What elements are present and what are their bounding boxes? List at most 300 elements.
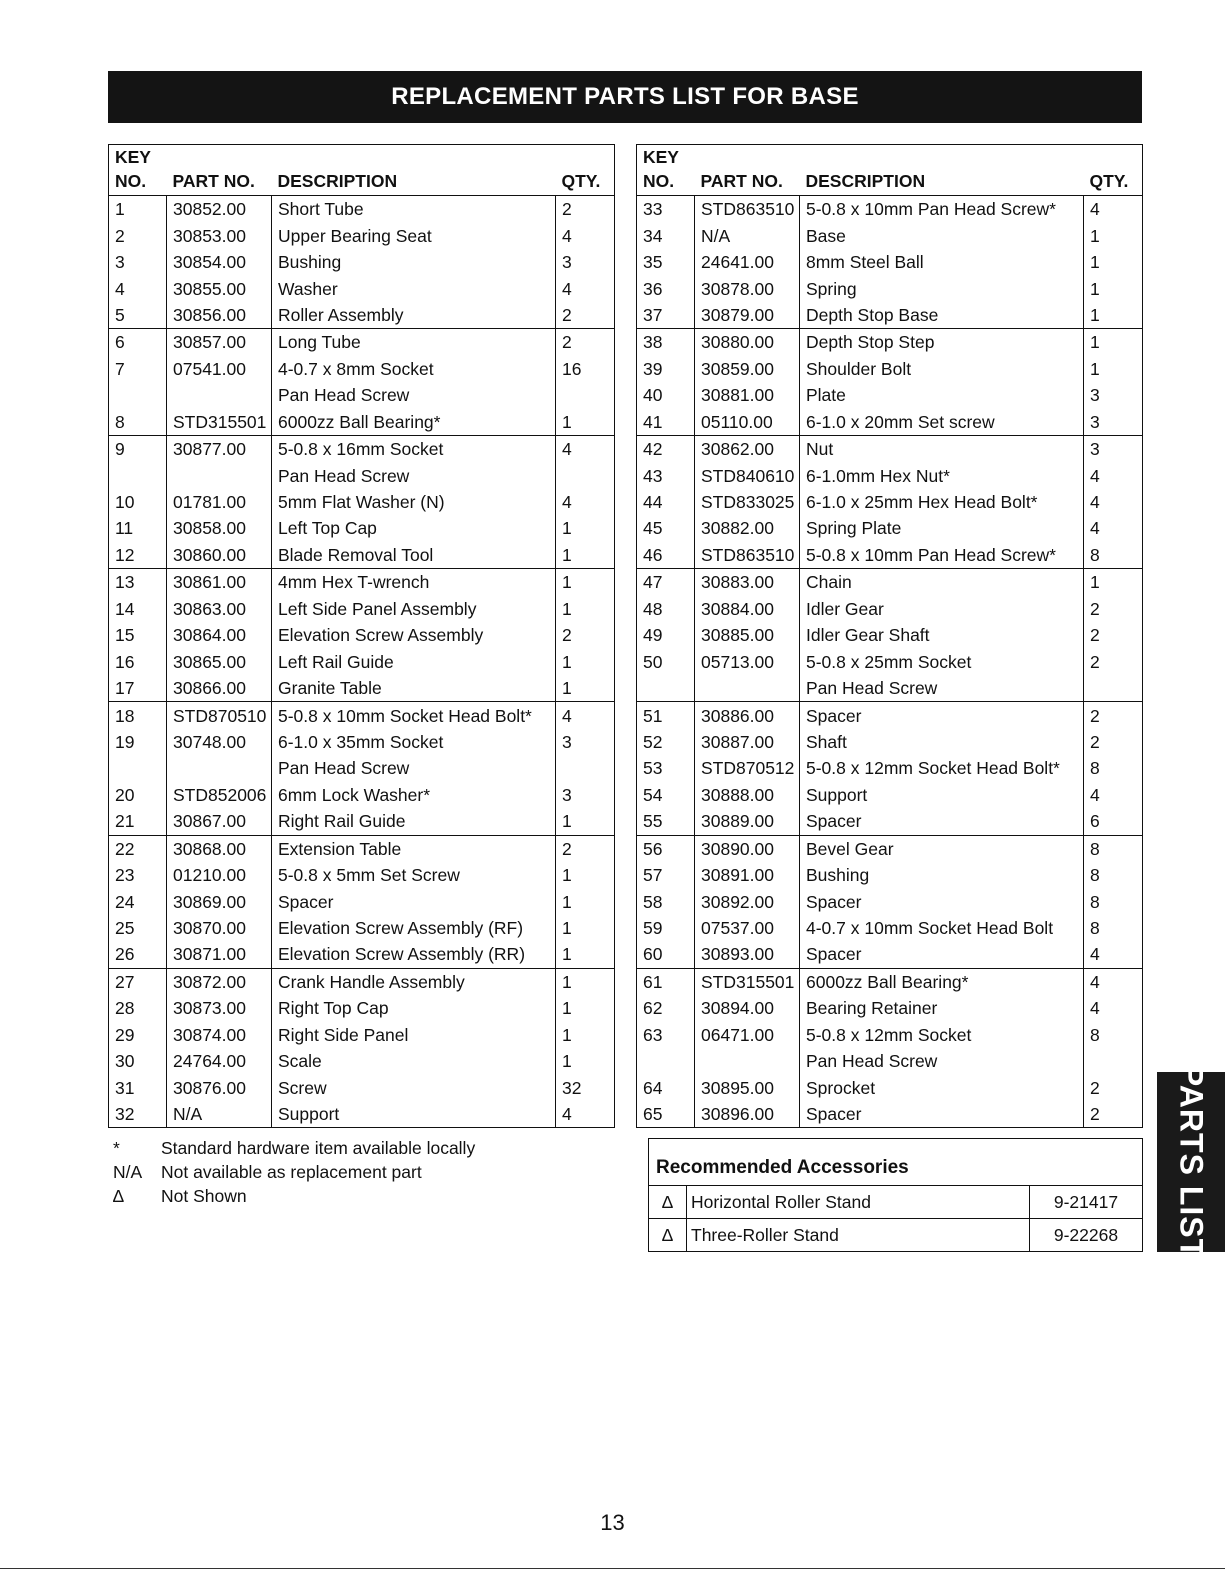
key-no-header xyxy=(637,145,695,196)
legend-text: Not available as replacement part xyxy=(161,1162,422,1182)
description-cell: 5-0.8 x 12mm Socket xyxy=(800,1022,1084,1048)
accessories-title: Recommended Accessories xyxy=(649,1139,1142,1186)
qty-cell: 1 xyxy=(556,888,615,914)
parts-rows-left xyxy=(109,196,615,1128)
table-row xyxy=(637,1101,1143,1128)
key-no-cell: 14 xyxy=(115,598,135,619)
part-no-cell: 30852.00 xyxy=(167,196,272,223)
description-cell: Left Top Cap xyxy=(272,515,556,541)
qty-cell: 2 xyxy=(556,622,615,648)
no-label: NO. xyxy=(115,171,147,191)
qty-cell: 6 xyxy=(1084,808,1143,835)
key-no-cell: 30 xyxy=(115,1051,135,1072)
key-no-cell: 31 xyxy=(115,1077,135,1098)
description-cell: 4-0.7 x 10mm Socket Head Bolt xyxy=(800,915,1084,941)
part-no-cell: 30891.00 xyxy=(695,862,800,888)
description-cell: 4-0.7 x 8mm Socket xyxy=(272,356,556,382)
key-no-cell: 51 xyxy=(643,705,663,726)
part-no-cell: STD863510 xyxy=(695,196,800,223)
part-no-cell xyxy=(167,382,272,408)
qty-cell: 8 xyxy=(1084,835,1143,862)
key-no-cell: 18 xyxy=(115,705,135,726)
part-no-cell: 30870.00 xyxy=(167,915,272,941)
qty-cell: 1 xyxy=(1084,329,1143,356)
part-no-cell: 05713.00 xyxy=(695,648,800,674)
qty-cell: 2 xyxy=(1084,1074,1143,1100)
part-no-cell: 30895.00 xyxy=(695,1074,800,1100)
description-cell: 5-0.8 x 10mm Pan Head Screw* xyxy=(800,196,1084,223)
table-row xyxy=(637,862,1143,888)
part-no-cell: 30868.00 xyxy=(167,835,272,862)
description-cell: 6000zz Ball Bearing* xyxy=(272,409,556,436)
table-row xyxy=(109,489,615,515)
key-no-cell: 53 xyxy=(643,758,663,779)
qty-cell: 1 xyxy=(556,808,615,835)
description-cell: Support xyxy=(272,1101,556,1128)
qty-cell: 2 xyxy=(1084,622,1143,648)
key-no-cell: 1 xyxy=(115,199,125,220)
table-row xyxy=(637,675,1143,702)
part-no-cell: N/A xyxy=(695,222,800,248)
key-no-cell: 19 xyxy=(115,731,135,752)
part-no-cell: 30881.00 xyxy=(695,382,800,408)
key-no-cell: 46 xyxy=(637,542,695,569)
qty-cell: 1 xyxy=(556,569,615,596)
part-no-cell: 30892.00 xyxy=(695,888,800,914)
parts-rows-right xyxy=(637,196,1143,1128)
part-no-cell: 30872.00 xyxy=(167,968,272,995)
part-no-cell: 30854.00 xyxy=(167,249,272,275)
key-no-cell: 55 xyxy=(637,808,695,835)
part-no-cell: 01210.00 xyxy=(167,862,272,888)
qty-cell: 4 xyxy=(556,489,615,515)
qty-cell: 2 xyxy=(556,329,615,356)
qty-cell: 1 xyxy=(1084,356,1143,382)
description-cell: 5-0.8 x 10mm Pan Head Screw* xyxy=(800,542,1084,569)
table-row xyxy=(109,702,615,729)
key-no-cell: 44 xyxy=(643,492,663,513)
key-no-cell: 65 xyxy=(643,1104,663,1125)
key-no-cell: 2 xyxy=(115,225,125,246)
key-no-cell: 17 xyxy=(109,675,167,702)
table-row xyxy=(109,329,615,356)
key-no-cell: 38 xyxy=(643,332,663,353)
table-row xyxy=(109,888,615,914)
part-no-cell: 30866.00 xyxy=(167,675,272,702)
qty-cell: 2 xyxy=(1084,648,1143,674)
part-no-cell: 07537.00 xyxy=(695,915,800,941)
part-no-cell: 30865.00 xyxy=(167,648,272,674)
key-no-cell: 64 xyxy=(643,1077,663,1098)
description-cell: Depth Stop Step xyxy=(800,329,1084,356)
table-row xyxy=(637,515,1143,541)
table-row xyxy=(637,462,1143,488)
key-no-cell xyxy=(637,675,695,702)
recommended-accessories xyxy=(648,1138,1143,1252)
description-cell: Nut xyxy=(800,435,1084,462)
key-no-cell: 7 xyxy=(115,358,125,379)
accessory-name: Three-Roller Stand xyxy=(687,1219,1030,1251)
qty-cell: 2 xyxy=(556,835,615,862)
key-no-cell: 6 xyxy=(115,332,125,353)
table-row xyxy=(637,196,1143,223)
qty-cell: 1 xyxy=(1084,302,1143,329)
part-no-cell: 30886.00 xyxy=(695,702,800,729)
table-row xyxy=(109,462,615,488)
description-cell: Spacer xyxy=(800,1101,1084,1128)
description-cell: Pan Head Screw xyxy=(272,462,556,488)
key-no-cell: 63 xyxy=(643,1024,663,1045)
table-row xyxy=(637,222,1143,248)
qty-cell: 8 xyxy=(1084,915,1143,941)
description-cell: Blade Removal Tool xyxy=(272,542,556,569)
description-header: DESCRIPTION xyxy=(800,145,1084,196)
description-cell: Shaft xyxy=(800,729,1084,755)
table-row xyxy=(109,648,615,674)
part-no-cell: 30860.00 xyxy=(167,542,272,569)
key-no-cell: 41 xyxy=(637,409,695,436)
table-row xyxy=(109,808,615,835)
table-row xyxy=(109,1048,615,1074)
table-row xyxy=(109,915,615,941)
table-row xyxy=(109,515,615,541)
table-row xyxy=(109,435,615,462)
qty-cell: 8 xyxy=(1084,1022,1143,1048)
qty-cell: 4 xyxy=(1084,995,1143,1021)
part-no-cell: 30856.00 xyxy=(167,302,272,329)
qty-cell: 4 xyxy=(1084,489,1143,515)
part-no-cell: 05110.00 xyxy=(695,409,800,436)
part-no-cell: 24641.00 xyxy=(695,249,800,275)
bottom-rule xyxy=(0,1568,1225,1569)
key-no-cell: 28 xyxy=(115,998,135,1019)
not-shown-symbol: ∆ xyxy=(649,1186,687,1218)
part-no-cell: 30876.00 xyxy=(167,1074,272,1100)
table-row xyxy=(109,409,615,436)
key-no-cell xyxy=(109,462,167,488)
table-row xyxy=(637,782,1143,808)
table-row xyxy=(109,275,615,301)
parts-table-left xyxy=(108,144,615,1128)
key-no-cell: 16 xyxy=(115,651,135,672)
part-no-cell: N/A xyxy=(167,1101,272,1128)
key-no-cell: 13 xyxy=(115,572,135,593)
part-no-header: PART NO. xyxy=(167,145,272,196)
legend xyxy=(113,1136,475,1208)
key-no-cell: 26 xyxy=(109,941,167,968)
qty-cell: 2 xyxy=(556,196,615,223)
table-row xyxy=(637,302,1143,329)
table-row xyxy=(637,835,1143,862)
table-row xyxy=(109,968,615,995)
description-cell: 6-1.0mm Hex Nut* xyxy=(800,462,1084,488)
table-row xyxy=(637,915,1143,941)
key-no-cell: 4 xyxy=(115,278,125,299)
qty-cell: 1 xyxy=(556,862,615,888)
table-row xyxy=(109,382,615,408)
part-no-cell: 30889.00 xyxy=(695,808,800,835)
key-no-cell: 37 xyxy=(637,302,695,329)
accessory-row xyxy=(649,1218,1142,1251)
table-row xyxy=(109,1022,615,1048)
table-row xyxy=(109,941,615,968)
qty-cell: 4 xyxy=(556,702,615,729)
table-row xyxy=(109,249,615,275)
qty-cell: 1 xyxy=(556,515,615,541)
key-label: KEY xyxy=(643,147,679,167)
table-row xyxy=(637,1074,1143,1100)
part-no-cell: 30869.00 xyxy=(167,888,272,914)
part-no-cell: 07541.00 xyxy=(167,356,272,382)
table-row xyxy=(109,835,615,862)
key-no-cell: 49 xyxy=(643,625,663,646)
key-no-cell: 23 xyxy=(115,865,135,886)
part-no-cell: 06471.00 xyxy=(695,1022,800,1048)
description-cell: 5-0.8 x 5mm Set Screw xyxy=(272,862,556,888)
description-cell: Spring Plate xyxy=(800,515,1084,541)
key-no-cell xyxy=(109,382,167,408)
description-cell: Spacer xyxy=(800,888,1084,914)
key-no-cell xyxy=(637,1048,695,1074)
table-row xyxy=(637,275,1143,301)
table-header xyxy=(109,145,615,196)
table-row xyxy=(109,196,615,223)
qty-cell: 3 xyxy=(556,782,615,808)
part-no-cell xyxy=(695,1048,800,1074)
key-no-cell: 50 xyxy=(643,651,663,672)
qty-cell: 1 xyxy=(1084,222,1143,248)
qty-cell: 1 xyxy=(556,968,615,995)
key-no-cell: 29 xyxy=(115,1024,135,1045)
part-no-cell: 30855.00 xyxy=(167,275,272,301)
table-row xyxy=(637,382,1143,408)
description-cell: 5-0.8 x 25mm Socket xyxy=(800,648,1084,674)
key-no-cell: 56 xyxy=(643,838,663,859)
accessory-part-no: 9-22268 xyxy=(1053,1225,1119,1245)
table-row xyxy=(637,729,1143,755)
table-row xyxy=(637,702,1143,729)
qty-cell: 1 xyxy=(556,542,615,569)
description-cell: Pan Head Screw xyxy=(800,675,1084,702)
part-no-cell: 30877.00 xyxy=(167,435,272,462)
description-cell: Bushing xyxy=(272,249,556,275)
qty-cell: 4 xyxy=(556,222,615,248)
description-cell: Short Tube xyxy=(272,196,556,223)
qty-header: QTY. xyxy=(556,145,615,196)
key-no-cell xyxy=(109,755,167,781)
qty-cell: 3 xyxy=(1084,382,1143,408)
key-no-cell: 24 xyxy=(115,891,135,912)
qty-cell: 3 xyxy=(1084,409,1143,436)
description-cell: Pan Head Screw xyxy=(272,755,556,781)
part-no-cell: 30888.00 xyxy=(695,782,800,808)
table-row xyxy=(637,1022,1143,1048)
description-cell: Bevel Gear xyxy=(800,835,1084,862)
qty-cell: 4 xyxy=(1084,462,1143,488)
table-header xyxy=(637,145,1143,196)
table-row xyxy=(637,941,1143,968)
table-row xyxy=(109,1101,615,1128)
key-no-cell: 57 xyxy=(643,865,663,886)
description-cell: Plate xyxy=(800,382,1084,408)
table-row xyxy=(109,302,615,329)
table-row xyxy=(637,409,1143,436)
key-no-cell: 21 xyxy=(109,808,167,835)
part-no-cell: STD870512 xyxy=(695,755,800,781)
table-row xyxy=(109,569,615,596)
key-no-cell: 34 xyxy=(643,225,663,246)
description-cell: 5mm Flat Washer (N) xyxy=(272,489,556,515)
description-cell: Spacer xyxy=(800,702,1084,729)
page-title: REPLACEMENT PARTS LIST FOR BASE xyxy=(108,71,1142,123)
description-cell: Left Side Panel Assembly xyxy=(272,596,556,622)
key-no-header xyxy=(109,145,167,196)
key-no-cell: 22 xyxy=(115,838,135,859)
table-row xyxy=(637,356,1143,382)
table-row xyxy=(637,968,1143,995)
part-no-cell: 30867.00 xyxy=(167,808,272,835)
part-no-cell: 30861.00 xyxy=(167,569,272,596)
table-row xyxy=(637,489,1143,515)
part-no-cell: 30858.00 xyxy=(167,515,272,541)
qty-cell: 2 xyxy=(1084,1101,1143,1128)
no-label: NO. xyxy=(643,171,675,191)
part-no-cell: 30862.00 xyxy=(695,435,800,462)
qty-header: QTY. xyxy=(1084,145,1143,196)
key-no-cell: 61 xyxy=(643,971,663,992)
part-no-cell: 30879.00 xyxy=(695,302,800,329)
table-row xyxy=(637,995,1143,1021)
description-cell: Support xyxy=(800,782,1084,808)
description-cell: Idler Gear xyxy=(800,596,1084,622)
key-no-cell: 43 xyxy=(643,465,663,486)
qty-cell: 4 xyxy=(1084,782,1143,808)
part-no-cell: 30873.00 xyxy=(167,995,272,1021)
qty-cell: 2 xyxy=(1084,702,1143,729)
key-no-cell: 45 xyxy=(643,518,663,539)
qty-cell: 1 xyxy=(556,1048,615,1074)
part-no-cell: STD863510 xyxy=(695,542,800,569)
part-no-cell: STD315501 xyxy=(167,409,272,436)
table-row xyxy=(109,995,615,1021)
qty-cell: 3 xyxy=(556,729,615,755)
key-no-cell: 11 xyxy=(115,518,134,539)
qty-cell: 8 xyxy=(1084,862,1143,888)
qty-cell: 16 xyxy=(556,356,615,382)
table-row xyxy=(109,596,615,622)
parts-table-right xyxy=(636,144,1143,1128)
page-number: 13 xyxy=(600,1510,625,1535)
qty-cell xyxy=(1084,1048,1143,1074)
qty-cell: 4 xyxy=(556,435,615,462)
qty-cell: 2 xyxy=(1084,729,1143,755)
qty-cell: 4 xyxy=(556,1101,615,1128)
qty-cell: 8 xyxy=(1084,542,1143,569)
description-cell: Sprocket xyxy=(800,1074,1084,1100)
qty-cell: 1 xyxy=(1084,275,1143,301)
table-row xyxy=(637,888,1143,914)
description-cell: Elevation Screw Assembly (RR) xyxy=(272,941,556,968)
description-cell: Right Side Panel xyxy=(272,1022,556,1048)
accessory-part-no: 9-21417 xyxy=(1053,1192,1119,1212)
part-no-cell: 30748.00 xyxy=(167,729,272,755)
description-cell: Crank Handle Assembly xyxy=(272,968,556,995)
table-row xyxy=(109,782,615,808)
description-cell: 6-1.0 x 20mm Set screw xyxy=(800,409,1084,436)
qty-cell xyxy=(556,382,615,408)
table-row xyxy=(109,542,615,569)
legend-symbol: ∆ xyxy=(113,1186,124,1206)
description-cell: Spacer xyxy=(800,808,1084,835)
qty-cell: 4 xyxy=(1084,968,1143,995)
table-row xyxy=(109,1074,615,1100)
description-cell: Spring xyxy=(800,275,1084,301)
part-no-cell: 30864.00 xyxy=(167,622,272,648)
side-tab-label: PARTS LIST xyxy=(1173,1064,1210,1260)
description-cell: Chain xyxy=(800,569,1084,596)
qty-cell: 32 xyxy=(556,1074,615,1100)
not-shown-symbol: ∆ xyxy=(649,1219,687,1251)
table-row xyxy=(109,862,615,888)
part-no-cell: STD870510 xyxy=(167,702,272,729)
table-row xyxy=(109,755,615,781)
description-cell: Right Top Cap xyxy=(272,995,556,1021)
qty-cell: 4 xyxy=(556,275,615,301)
key-no-cell: 10 xyxy=(115,492,135,513)
key-no-cell: 25 xyxy=(115,918,135,939)
key-no-cell: 15 xyxy=(115,625,135,646)
description-cell: Idler Gear Shaft xyxy=(800,622,1084,648)
qty-cell: 4 xyxy=(1084,941,1143,968)
qty-cell: 1 xyxy=(556,1022,615,1048)
description-cell: 5-0.8 x 16mm Socket xyxy=(272,435,556,462)
table-row xyxy=(109,729,615,755)
key-no-cell: 40 xyxy=(643,385,663,406)
description-cell: Granite Table xyxy=(272,675,556,702)
description-cell: 4mm Hex T-wrench xyxy=(272,569,556,596)
legend-symbol: N/A xyxy=(113,1162,143,1182)
qty-cell xyxy=(556,755,615,781)
description-cell: Base xyxy=(800,222,1084,248)
table-row xyxy=(637,329,1143,356)
part-no-cell: 30857.00 xyxy=(167,329,272,356)
part-no-cell: 30885.00 xyxy=(695,622,800,648)
key-no-cell: 12 xyxy=(109,542,167,569)
table-row xyxy=(637,755,1143,781)
key-no-cell: 52 xyxy=(643,731,663,752)
description-cell: Depth Stop Base xyxy=(800,302,1084,329)
key-no-cell: 39 xyxy=(643,358,663,379)
qty-cell: 4 xyxy=(1084,515,1143,541)
table-row xyxy=(637,435,1143,462)
qty-cell: 1 xyxy=(556,596,615,622)
section-side-tab xyxy=(1157,1064,1225,1260)
qty-cell: 8 xyxy=(1084,755,1143,781)
part-no-cell: 30853.00 xyxy=(167,222,272,248)
table-row xyxy=(637,596,1143,622)
part-no-cell: 30874.00 xyxy=(167,1022,272,1048)
description-cell: Roller Assembly xyxy=(272,302,556,329)
legend-item xyxy=(113,1184,475,1208)
key-no-cell: 5 xyxy=(109,302,167,329)
part-no-cell: 30882.00 xyxy=(695,515,800,541)
qty-cell xyxy=(1084,675,1143,702)
description-cell: Extension Table xyxy=(272,835,556,862)
description-cell: Spacer xyxy=(272,888,556,914)
table-row xyxy=(637,648,1143,674)
key-no-cell: 20 xyxy=(115,784,135,805)
part-no-cell: 24764.00 xyxy=(167,1048,272,1074)
